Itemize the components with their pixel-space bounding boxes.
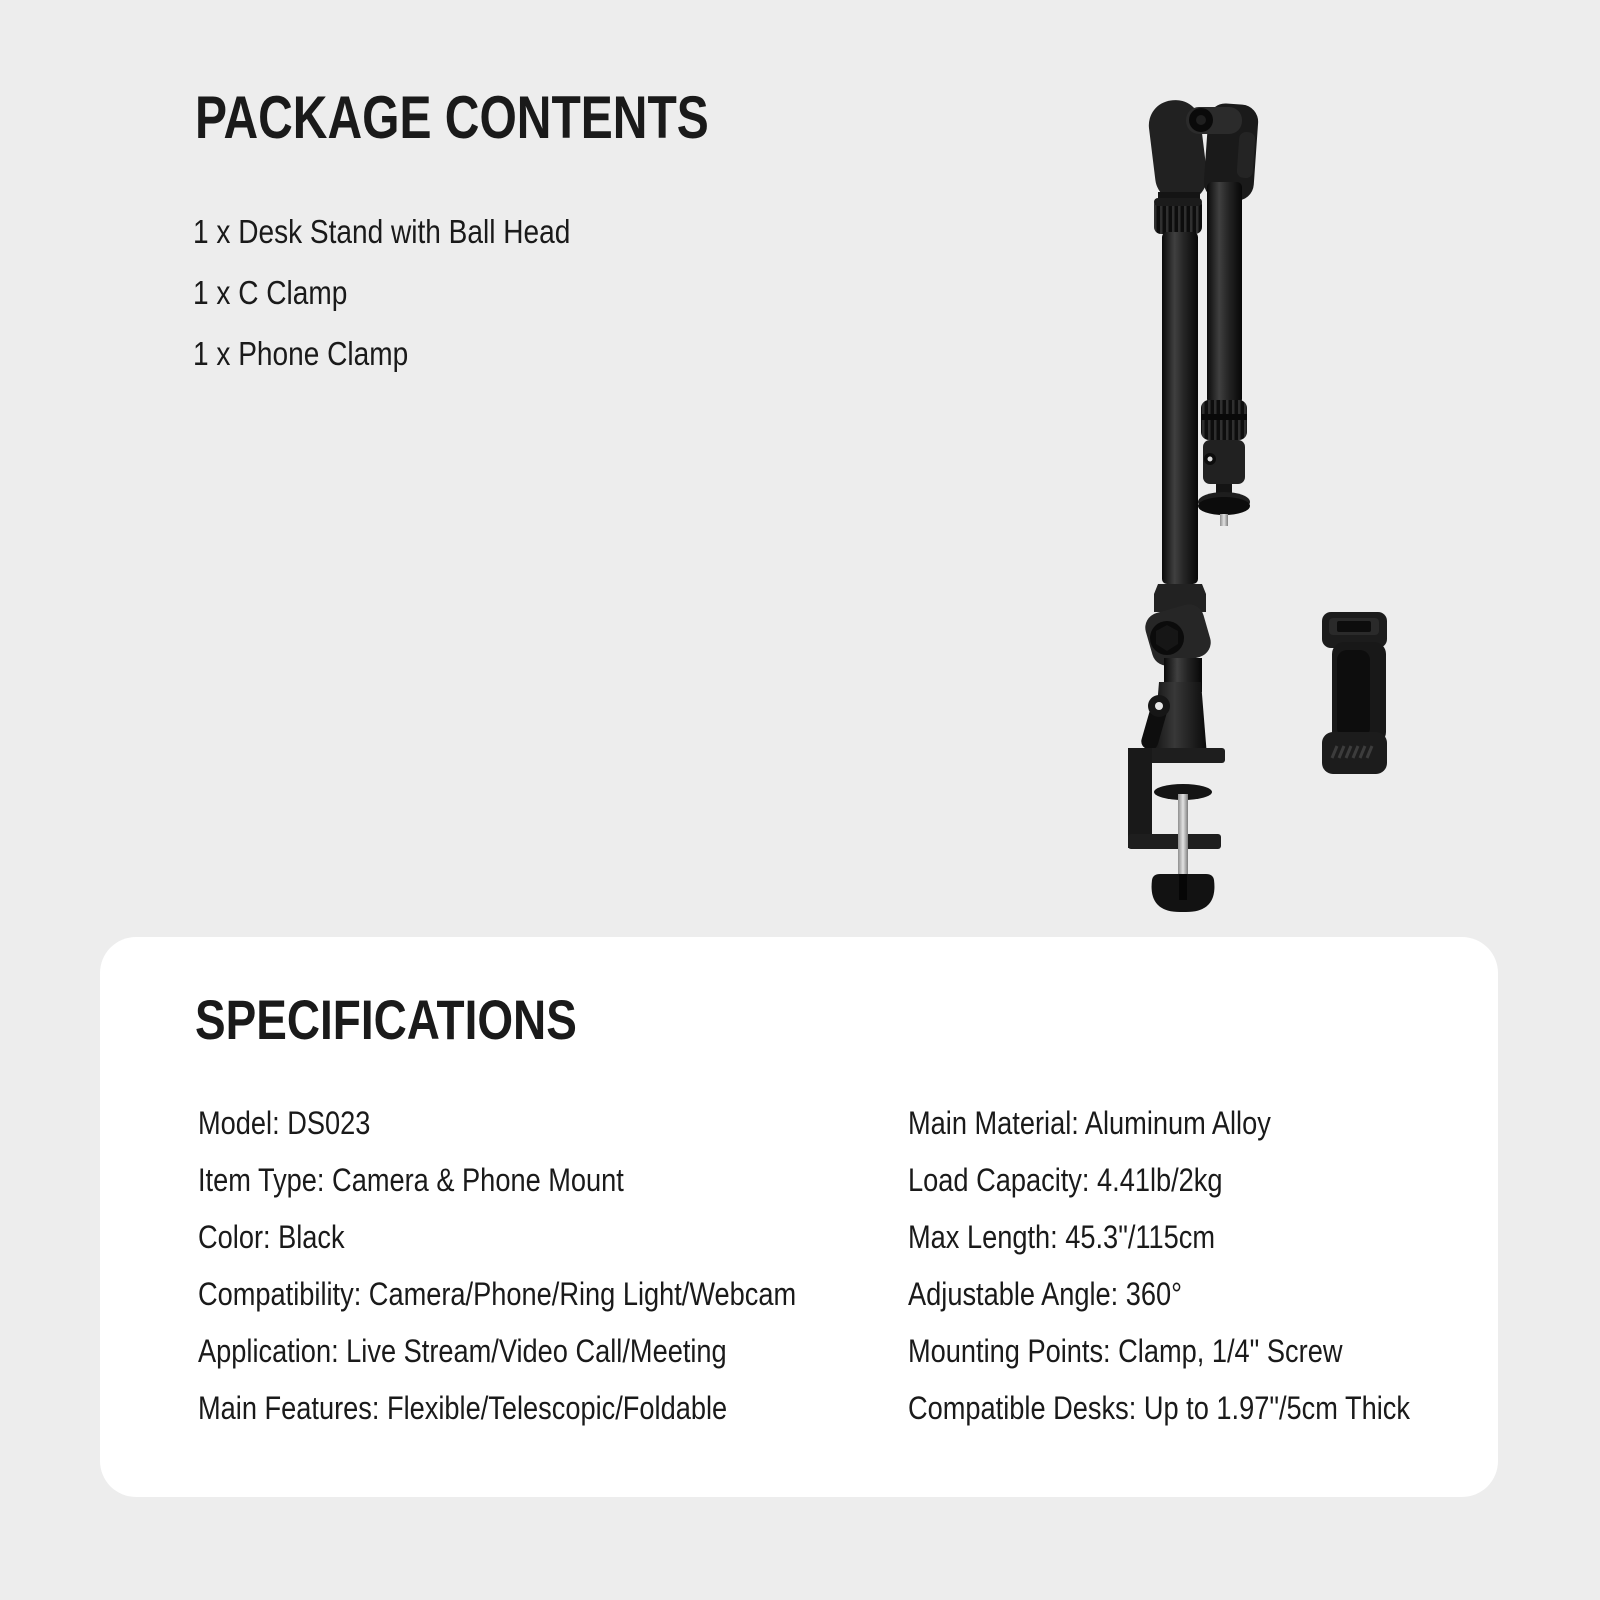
quarter-inch-screw — [1220, 514, 1228, 526]
spec-row: Adjustable Angle: 360° — [908, 1276, 1183, 1312]
c-clamp — [1128, 748, 1225, 912]
elbow-joint — [1142, 584, 1215, 692]
phone-clamp — [1322, 612, 1387, 774]
top-hinge-joint — [1146, 97, 1259, 205]
spec-row: Mounting Points: Clamp, 1/4" Screw — [908, 1333, 1343, 1369]
spec-row: Compatible Desks: Up to 1.97"/5cm Thick — [908, 1390, 1410, 1426]
clamp-screw — [1178, 794, 1188, 886]
spec-row: Main Material: Aluminum Alloy — [908, 1105, 1271, 1141]
specifications-left-column — [198, 1105, 908, 1426]
spec-row: Item Type: Camera & Phone Mount — [198, 1162, 624, 1198]
package-item: 1 x Desk Stand with Ball Head — [193, 213, 571, 250]
ball-head-pole — [1198, 182, 1250, 526]
spec-row: Load Capacity: 4.41lb/2kg — [908, 1162, 1223, 1198]
desk-stand-photo — [1040, 70, 1400, 970]
spec-row: Main Features: Flexible/Telescopic/Foldable — [198, 1390, 728, 1426]
spec-row: Color: Black — [198, 1219, 345, 1255]
specifications-title: SPECIFICATIONS — [195, 988, 577, 1051]
spec-row: Model: DS023 — [198, 1105, 371, 1141]
spec-row: Compatibility: Camera/Phone/Ring Light/Webcam — [198, 1276, 797, 1312]
specifications-columns — [198, 1105, 1508, 1426]
product-photo — [1040, 70, 1400, 970]
specifications-card — [100, 937, 1498, 1497]
package-contents-title: PACKAGE CONTENTS — [195, 84, 709, 151]
package-item: 1 x C Clamp — [193, 274, 348, 311]
spec-row: Application: Live Stream/Video Call/Meeting — [198, 1333, 727, 1369]
package-item: 1 x Phone Clamp — [193, 335, 409, 372]
specifications-right-column — [908, 1105, 1508, 1426]
package-contents-list — [193, 212, 637, 395]
spec-row: Max Length: 45.3"/115cm — [908, 1219, 1216, 1255]
